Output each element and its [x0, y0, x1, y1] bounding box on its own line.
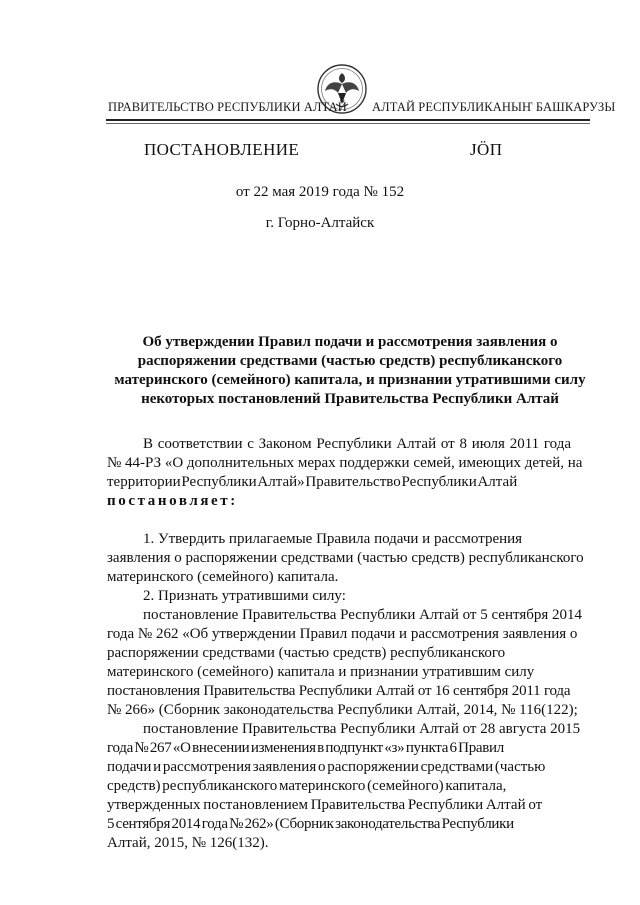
decree-a-line: постановление Правительства Республики Алтай от 5 сентября 2014: [143, 607, 583, 623]
item-1-line: материнского (семейного) капитала.: [107, 569, 339, 585]
decree-word: постановляет:: [107, 493, 238, 509]
document-title: [110, 333, 590, 409]
decree-b-line: подачи и рассмотрения заявления о распоряжении средствами (частью: [107, 759, 546, 775]
decree-a-line: распоряжении средствами (частью средств) республиканского: [107, 645, 506, 661]
item-1-line: 1. Утвердить прилагаемые Правила подачи и рассмотрения: [143, 531, 523, 547]
decree-b-line: Алтай, 2015, № 126(132).: [107, 835, 269, 851]
government-name-russian: ПРАВИТЕЛЬСТВО РЕСПУБЛИКИ АЛТАЙ: [108, 100, 347, 114]
document-body: [107, 435, 598, 853]
header-rule: [106, 119, 590, 121]
government-name-altai: АЛТАЙ РЕСПУБЛИКАНЫҤ БАШКАРУЗЫ: [372, 100, 616, 114]
decree-b-line: постановление Правительства Республики Алтай от 28 августа 2015: [143, 721, 581, 737]
title-line: материнского (семейного) капитала, и признании утратившими силу: [114, 372, 586, 388]
intro-line: В соответствии с Законом Республики Алтай от 8 июля 2011 года: [143, 436, 572, 452]
document-date-number: от 22 мая 2019 года № 152: [235, 184, 405, 200]
item-2-heading: 2. Признать утратившими силу:: [143, 588, 346, 604]
intro-line: № 44-РЗ «О дополнительных мерах поддержки семей, имеющих детей, на: [107, 455, 583, 471]
decree-a-line: года № 262 «Об утверждении Правил подачи и рассмотрения заявления о: [107, 626, 578, 642]
decree-b-line: 5 сентября 2014 года № 262» (Сборник законодательства Республики: [107, 816, 514, 832]
item-1-line: заявления о распоряжении средствами (частью средств) республиканского: [107, 550, 584, 566]
title-line: распоряжении средствами (частью средств) республиканского: [137, 353, 563, 369]
intro-line: территории Республики Алтай» Правительство Республики Алтай: [107, 474, 518, 490]
decree-b-line: средств) республиканского материнского (семейного) капитала,: [107, 778, 507, 794]
decree-b-line: года № 267 «О внесении изменения в подпункт «з» пункта 6 Правил: [107, 740, 504, 756]
header-rule-thin: [106, 123, 590, 124]
document-city: г. Горно-Алтайск: [265, 215, 375, 231]
title-line: Об утверждении Правил подачи и рассмотрения заявления о: [142, 334, 558, 350]
document-type-russian: ПОСТАНОВЛЕНИЕ: [144, 140, 300, 159]
decree-a-line: материнского (семейного) капитала и признании утратившим силу: [107, 664, 535, 680]
decree-b-line: утвержденных постановлением Правительства Республики Алтай от: [107, 797, 543, 813]
decree-a-line: № 266» (Сборник законодательства Республики Алтай, 2014, № 116(122);: [107, 702, 578, 718]
decree-a-line: постановления Правительства Республики Алтай от 16 сентября 2011 года: [107, 683, 571, 699]
government-header: [0, 98, 640, 118]
document-type-altai: ЈӦП: [470, 140, 503, 159]
title-line: некоторых постановлений Правительства Республики Алтай: [141, 391, 559, 407]
